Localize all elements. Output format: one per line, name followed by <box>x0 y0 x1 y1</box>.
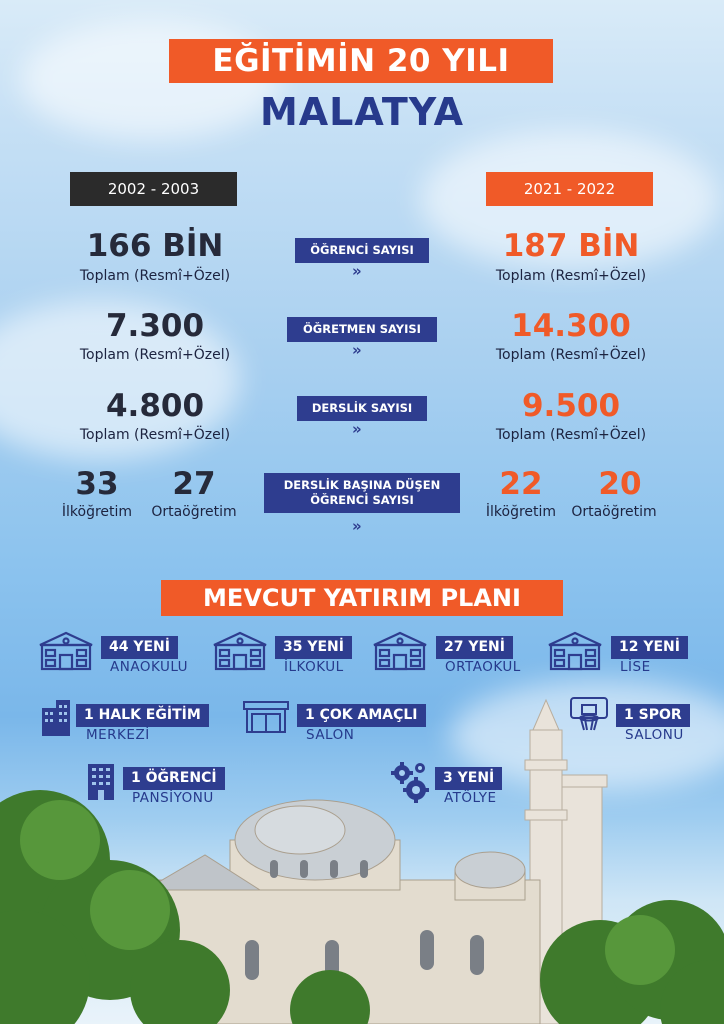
school-building-icon <box>212 631 268 671</box>
per-class-right-primary-sub: İlköğretim <box>485 504 557 520</box>
plan-item-middle-tag: 27 YENİ <box>436 636 513 659</box>
per-class-right-secondary-sub: Ortaöğretim <box>571 504 657 520</box>
plan-item-workshop-tag: 3 YENİ <box>435 767 502 790</box>
classrooms-right-sub: Toplam (Resmî+Özel) <box>495 427 647 443</box>
plan-item-public-education-sub: MERKEZİ <box>86 727 150 743</box>
plan-item-multipurpose-hall-sub: SALON <box>306 727 355 743</box>
chevron-right-icon: » <box>352 341 359 359</box>
plan-item-high-sub: LİSE <box>620 659 651 675</box>
students-left-sub: Toplam (Resmî+Özel) <box>79 268 231 284</box>
office-building-icon <box>40 698 72 738</box>
chevron-right-icon: » <box>352 420 359 438</box>
per-class-left-secondary-sub: Ortaöğretim <box>151 504 237 520</box>
city-name: MALATYA <box>259 90 465 134</box>
page-title: EĞİTİMİN 20 YILI <box>169 39 553 83</box>
per-class-left-primary-sub: İlköğretim <box>61 504 133 520</box>
students-right-value: 187 BİN <box>502 228 640 264</box>
plan-item-dormitory-tag: 1 ÖĞRENCİ <box>123 767 225 790</box>
per-class-right-primary-value: 22 <box>499 466 543 502</box>
per-class-left-primary-value: 33 <box>75 466 119 502</box>
students-label: ÖĞRENCİ SAYISI <box>295 238 429 263</box>
teachers-left-sub: Toplam (Resmî+Özel) <box>79 347 231 363</box>
plan-item-primary-sub: İLKOKUL <box>284 659 344 675</box>
plan-item-sports-hall-sub: SALONU <box>625 727 684 743</box>
year-right-badge: 2021 - 2022 <box>486 172 653 206</box>
plan-item-primary-tag: 35 YENİ <box>275 636 352 659</box>
hall-icon <box>242 700 290 734</box>
per-class-label-line1: DERSLİK BAŞINA DÜŞEN <box>283 478 441 492</box>
basketball-hoop-icon <box>569 696 609 734</box>
school-building-icon <box>372 631 428 671</box>
plan-item-middle-sub: ORTAOKUL <box>445 659 521 675</box>
teachers-left-value: 7.300 <box>105 308 205 344</box>
plan-item-public-education-tag: 1 HALK EĞİTİM <box>76 704 209 727</box>
teachers-label: ÖĞRETMEN SAYISI <box>287 317 437 342</box>
year-left-badge: 2002 - 2003 <box>70 172 237 206</box>
dormitory-building-icon <box>86 762 116 802</box>
classrooms-left-sub: Toplam (Resmî+Özel) <box>79 427 231 443</box>
teachers-right-sub: Toplam (Resmî+Özel) <box>495 347 647 363</box>
plan-item-multipurpose-hall-tag: 1 ÇOK AMAÇLI <box>297 704 426 727</box>
plan-item-high-tag: 12 YENİ <box>611 636 688 659</box>
plan-item-kindergarten-tag: 44 YENİ <box>101 636 178 659</box>
classrooms-right-value: 9.500 <box>521 388 621 424</box>
chevron-right-icon: » <box>352 262 359 280</box>
plan-item-dormitory-sub: PANSİYONU <box>132 790 214 806</box>
plan-item-workshop-sub: ATÖLYE <box>444 790 497 806</box>
chevron-right-icon: » <box>352 517 359 535</box>
students-right-sub: Toplam (Resmî+Özel) <box>495 268 647 284</box>
students-left-value: 166 BİN <box>86 228 224 264</box>
plan-item-kindergarten-sub: ANAOKULU <box>110 659 189 675</box>
per-class-left-secondary-value: 27 <box>172 466 216 502</box>
per-class-right-secondary-value: 20 <box>598 466 642 502</box>
school-building-icon <box>547 631 603 671</box>
per-class-label-line2: ÖĞRENCİ SAYISI <box>310 493 414 507</box>
investment-plan-title: MEVCUT YATIRIM PLANI <box>161 580 563 616</box>
plan-item-sports-hall-tag: 1 SPOR <box>616 704 690 727</box>
teachers-right-value: 14.300 <box>511 308 631 344</box>
school-building-icon <box>38 631 94 671</box>
classrooms-label: DERSLİK SAYISI <box>297 396 427 421</box>
classrooms-left-value: 4.800 <box>105 388 205 424</box>
gears-icon <box>390 760 430 804</box>
